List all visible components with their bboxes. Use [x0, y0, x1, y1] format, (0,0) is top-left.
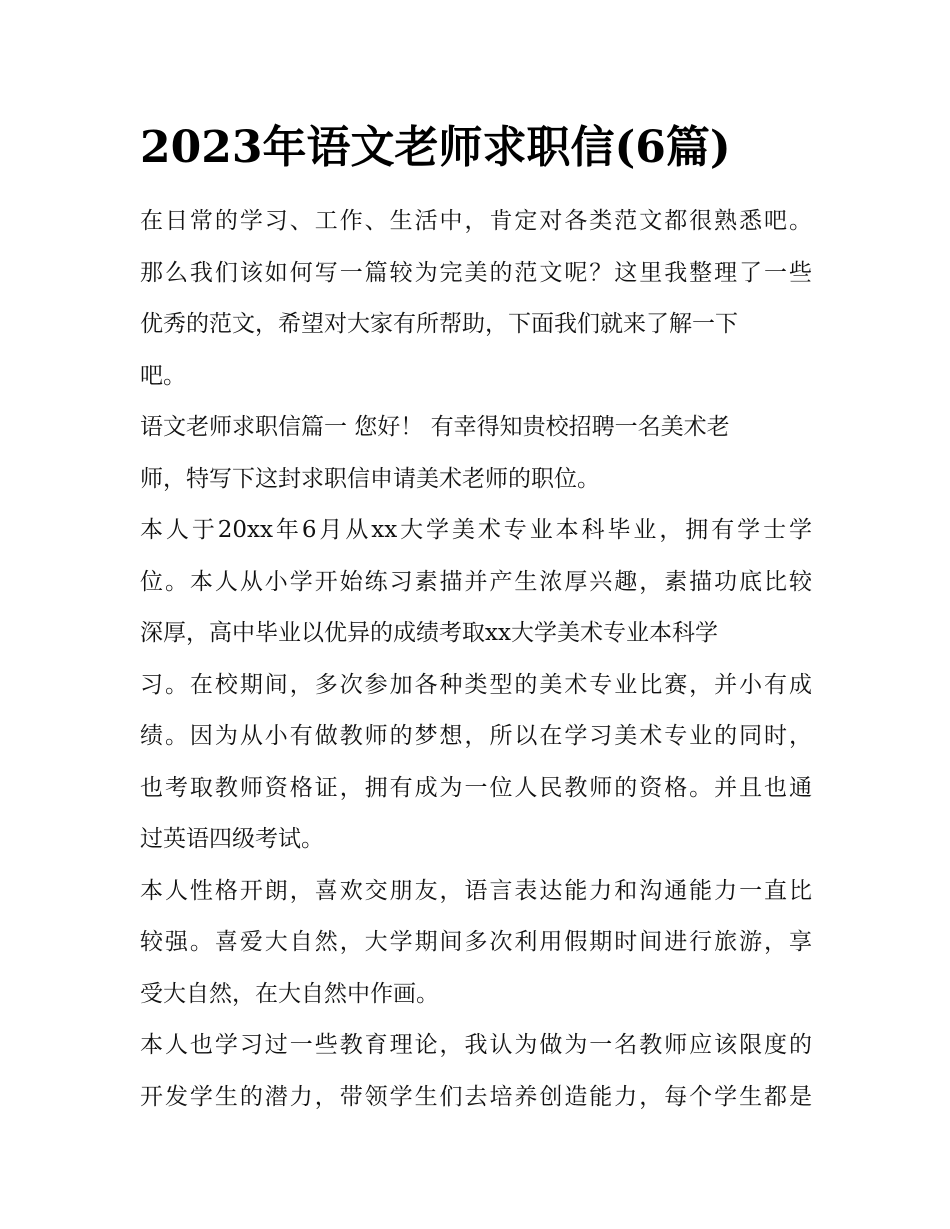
- text-line: 开发学生的潜力，带领学生们去培养创造能力，每个学生都是: [140, 1083, 812, 1110]
- text-line: 本人也学习过一些教育理论，我认为做为一名教师应该限度的: [140, 1032, 812, 1058]
- text-line: 在日常的学习、工作、生活中，肯定对各类范文都很熟悉吧。: [140, 208, 812, 234]
- text-line: 也考取教师资格证，拥有成为一位人民教师的资格。并且也通: [140, 774, 812, 801]
- text-line: 优秀的范文，希望对大家有所帮助，下面我们就来了解一下: [140, 311, 738, 337]
- text-line: 受大自然，在大自然中作画。: [140, 980, 439, 1007]
- text-line: 语文老师求职信篇一 您好！ 有幸得知贵校招聘一名美术老: [140, 414, 730, 440]
- text-line: 吧。: [140, 362, 186, 389]
- text-line: 绩。因为从小有做教师的梦想，所以在学习美术专业的同时，: [140, 723, 812, 749]
- text-line: 习。在校期间，多次参加各种类型的美术专业比赛，并小有成: [140, 671, 812, 698]
- document-title: 2023年语文老师求职信(6篇): [140, 122, 731, 173]
- text-line: 位。本人从小学开始练习素描并产生浓厚兴趣，素描功底比较: [140, 568, 812, 595]
- text-line: 过英语四级考试。: [140, 826, 324, 852]
- text-line: 本人性格开朗，喜欢交朋友，语言表达能力和沟通能力一直比: [140, 877, 812, 904]
- text-line: 深厚，高中毕业以优异的成绩考取xx大学美术专业本科学: [140, 620, 718, 646]
- document-body: [140, 196, 812, 1123]
- text-line: 较强。喜爱大自然，大学期间多次利用假期时间进行旅游，享: [140, 929, 812, 955]
- text-line: 本人于20xx年6月从xx大学美术专业本科毕业，拥有学士学: [140, 517, 812, 543]
- text-line: 那么我们该如何写一篇较为完美的范文呢？这里我整理了一些: [140, 259, 812, 286]
- text-line: 师，特写下这封求职信申请美术老师的职位。: [140, 465, 600, 492]
